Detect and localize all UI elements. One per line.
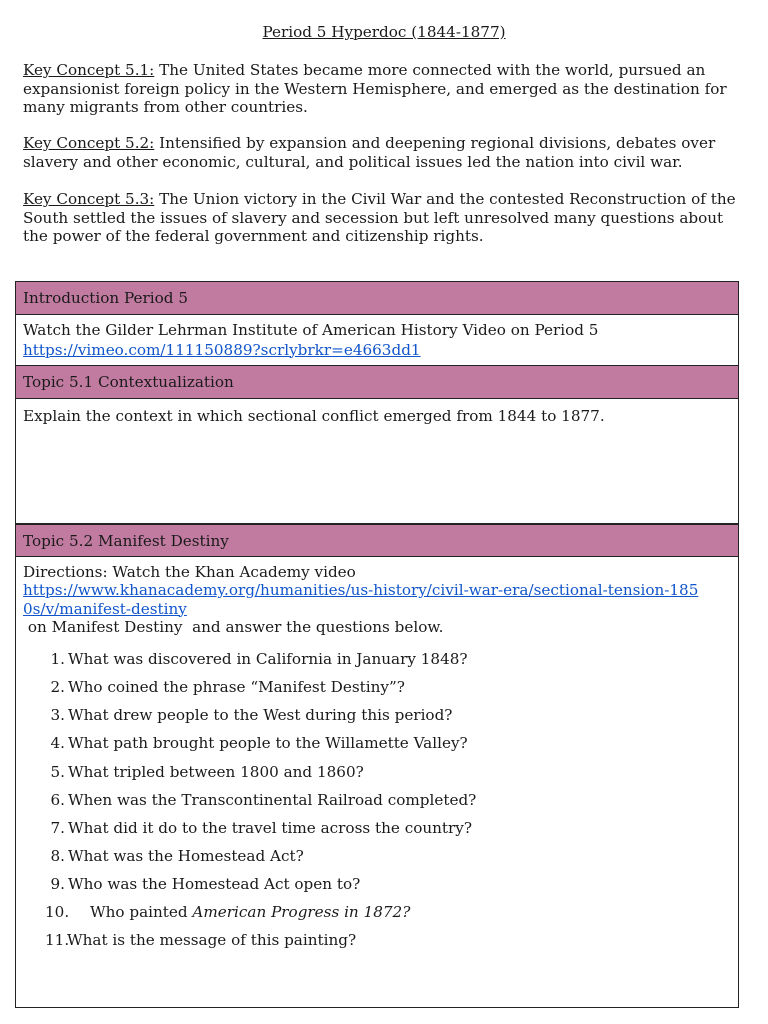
key-concept-5-1 <box>23 61 745 117</box>
contextualization-prompt: Explain the context in which sectional conflict emerged from 1844 to 1877. <box>23 407 605 425</box>
manifest-destiny-cell <box>16 557 738 1007</box>
question-text: What is the message of this painting? <box>67 931 357 950</box>
question-number: 10. <box>45 903 70 922</box>
intro-text: Watch the Gilder Lehrman Institute of American History Video on Period 5 <box>23 321 599 339</box>
question-number: 7. <box>50 818 65 837</box>
question-item <box>23 847 731 875</box>
khan-academy-link-line1[interactable]: https://www.khanacademy.org/humanities/us-history/civil-war-era/sectional-tension-185 <box>23 581 699 600</box>
contextualization-cell <box>16 399 738 524</box>
question-item <box>23 875 731 903</box>
question-number: 11. <box>45 931 70 950</box>
intro-header: Introduction Period 5 <box>16 282 738 315</box>
question-text: Who painted <box>90 903 193 922</box>
hyperdoc-table <box>15 281 739 1008</box>
question-text: What was discovered in California in January 1848? <box>68 650 468 669</box>
question-number: 5. <box>50 762 65 781</box>
manifest-destiny-header: Topic 5.2 Manifest Destiny <box>16 524 738 557</box>
directions-text: Directions: Watch the Khan Academy video <box>23 563 356 581</box>
question-number: 6. <box>50 790 65 809</box>
question-text: Who was the Homestead Act open to? <box>68 874 361 893</box>
question-item <box>23 763 731 791</box>
key-concept-label: Key Concept 5.2: <box>23 134 155 152</box>
contextualization-header: Topic 5.1 Contextualization <box>16 366 738 399</box>
key-concept-5-3 <box>23 190 745 246</box>
question-text: What path brought people to the Willamette Valley? <box>68 734 468 753</box>
key-concept-text: The United States became more connected with the world, pursued an expansionist foreign policy in the Western Hemisphere, and emerged as the destination for many migrants from other countries. <box>23 61 727 116</box>
question-text: What did it do to the travel time across the country? <box>68 818 472 837</box>
question-number: 9. <box>50 874 65 893</box>
question-item <box>23 903 731 931</box>
question-item <box>23 734 731 762</box>
question-item <box>23 819 731 847</box>
question-item <box>23 791 731 819</box>
question-number: 2. <box>50 678 65 697</box>
question-item <box>23 650 731 678</box>
question-item <box>23 706 731 734</box>
question-item <box>23 931 731 959</box>
question-text: What tripled between 1800 and 1860? <box>68 762 364 781</box>
question-text: Who coined the phrase “Manifest Destiny”? <box>68 678 405 697</box>
key-concept-text: Intensified by expansion and deepening regional divisions, debates over slavery and other economic, cultural, and political issues led the nation into civil war. <box>23 134 716 171</box>
khan-academy-link-line2[interactable]: 0s/v/manifest-destiny <box>23 599 187 618</box>
question-number: 3. <box>50 706 65 725</box>
key-concept-text: The Union victory in the Civil War and the contested Reconstruction of the South settled the issues of slavery and secession but left unresolved many questions about the power of the federal government and citizenship rights. <box>23 190 736 245</box>
question-number: 4. <box>50 734 65 753</box>
intro-cell <box>16 315 738 366</box>
question-text: When was the Transcontinental Railroad completed? <box>68 790 477 809</box>
question-text-italic: American Progress in 1872? <box>192 903 411 922</box>
question-number: 8. <box>50 846 65 865</box>
question-number: 1. <box>50 650 65 669</box>
question-text: What drew people to the West during this period? <box>68 706 453 725</box>
page-title: Period 5 Hyperdoc (1844-1877) <box>262 23 506 41</box>
question-list <box>23 650 731 959</box>
key-concept-label: Key Concept 5.1: <box>23 61 155 79</box>
directions-continued: on Manifest Destiny and answer the questions below. <box>23 617 444 636</box>
question-text: What was the Homestead Act? <box>68 846 304 865</box>
vimeo-link[interactable]: https://vimeo.com/111150889?scrlybrkr=e4663dd1 <box>23 340 421 359</box>
question-item <box>23 678 731 706</box>
key-concept-5-2 <box>23 134 745 171</box>
key-concept-label: Key Concept 5.3: <box>23 190 155 208</box>
